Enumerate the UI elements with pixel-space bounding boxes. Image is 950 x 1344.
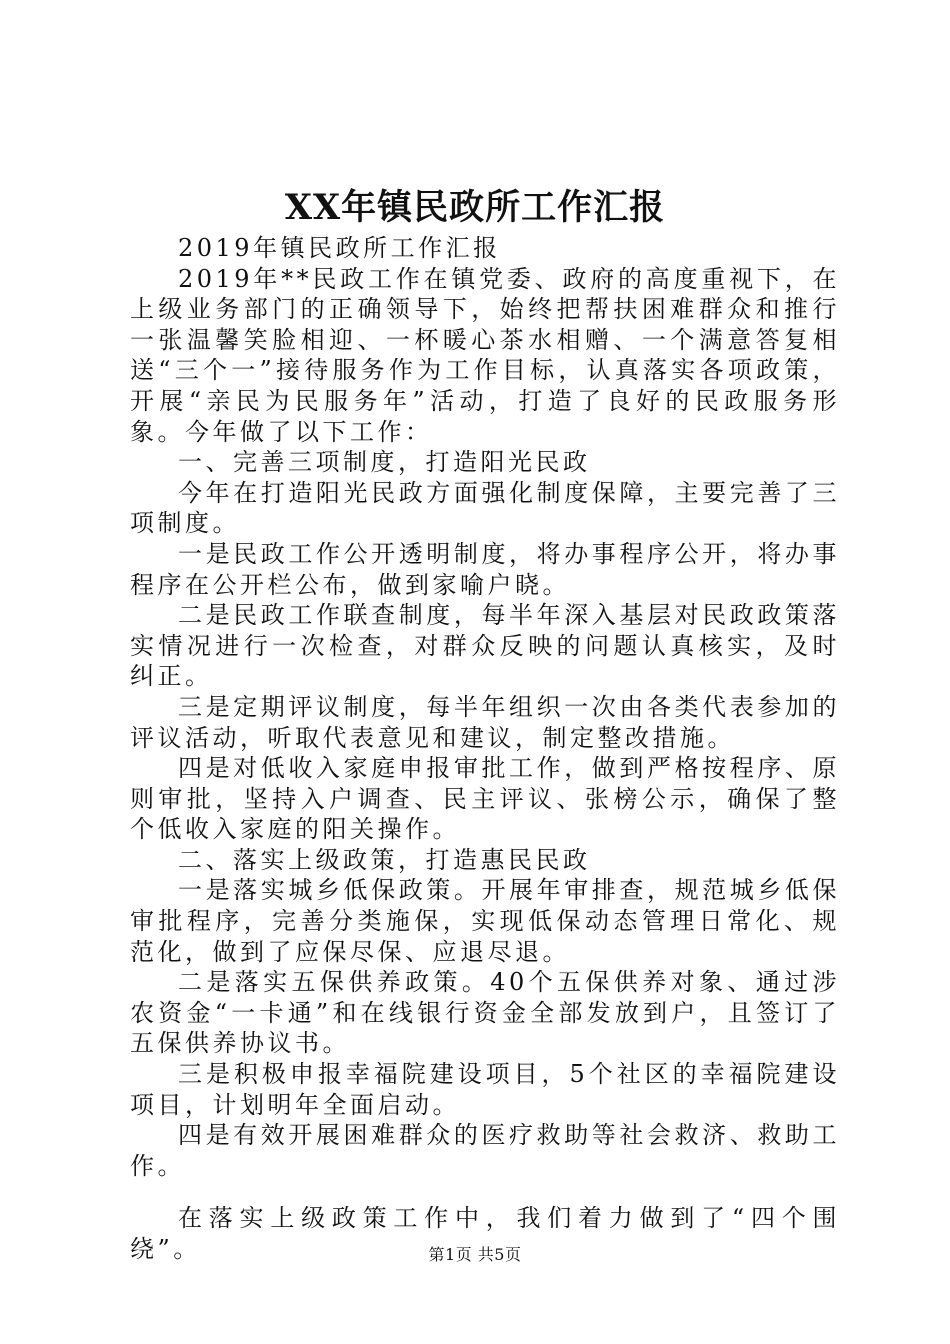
subtitle-paragraph: 2019年镇民政所工作汇报 [178,234,501,262]
body-paragraph: 一是落实城乡低保政策。开展年审排查，规范城乡低保审批程序，完善分类施保，实现低保动态管理日常化、规范化，做到了应保尽保、应退尽退。 [130,876,840,966]
body-paragraph: 二是民政工作联查制度，每半年深入基层对民政政策落实情况进行一次检查，对群众反映的问题认真核实，及时纠正。 [130,601,840,691]
body-paragraph: 三是积极申报幸福院建设项目，5个社区的幸福院建设项目，计划明年全面启动。 [130,1060,840,1119]
body-paragraph: 在落实上级政策工作中，我们着力做到了“四个围绕”。 [130,1204,840,1263]
body-paragraph: 四是对低收入家庭申报审批工作，做到严格按程序、原则审批，坚持入户调查、民主评议、张榜公示，确保了整个低收入家庭的阳关操作。 [130,754,840,844]
section-heading-1: 一、完善三项制度，打造阳光民政 [178,448,591,477]
page-footer: 第1页 共5页 [428,1245,522,1264]
intro-paragraph: 2019年**民政工作在镇党委、政府的高度重视下，在上级业务部门的正确领导下，始终把帮扶困难群众和推行一张温馨笑脸相迎、一杯暖心茶水相赠、一个满意答复相送“三个一”接待服务作为工作目标，认真落实各项政策，开展“亲民为民服务年”活动，打造了良好的民政服务形象。今年做了以下工作： [130,264,840,446]
body-paragraph: 三是定期评议制度，每半年组织一次由各类代表参加的评议活动，听取代表意见和建议，制定整改措施。 [130,692,840,752]
body-paragraph: 四是有效开展困难群众的医疗救助等社会救济、救助工作。 [130,1121,840,1180]
body-paragraph: 今年在打造阳光民政方面强化制度保障，主要完善了三项制度。 [130,478,840,538]
section-heading-2: 二、落实上级政策，打造惠民民政 [178,845,591,874]
body-paragraph: 一是民政工作公开透明制度，将办事程序公开，将办事程序在公开栏公布，做到家喻户晓。 [130,539,840,599]
document-body [130,233,840,1265]
document-title: XX年镇民政所工作汇报 [284,187,666,228]
body-paragraph: 二是落实五保供养政策。40个五保供养对象、通过涉农资金“一卡通”和在线银行资金全部发放到户，且签订了五保供养协议书。 [130,968,840,1058]
